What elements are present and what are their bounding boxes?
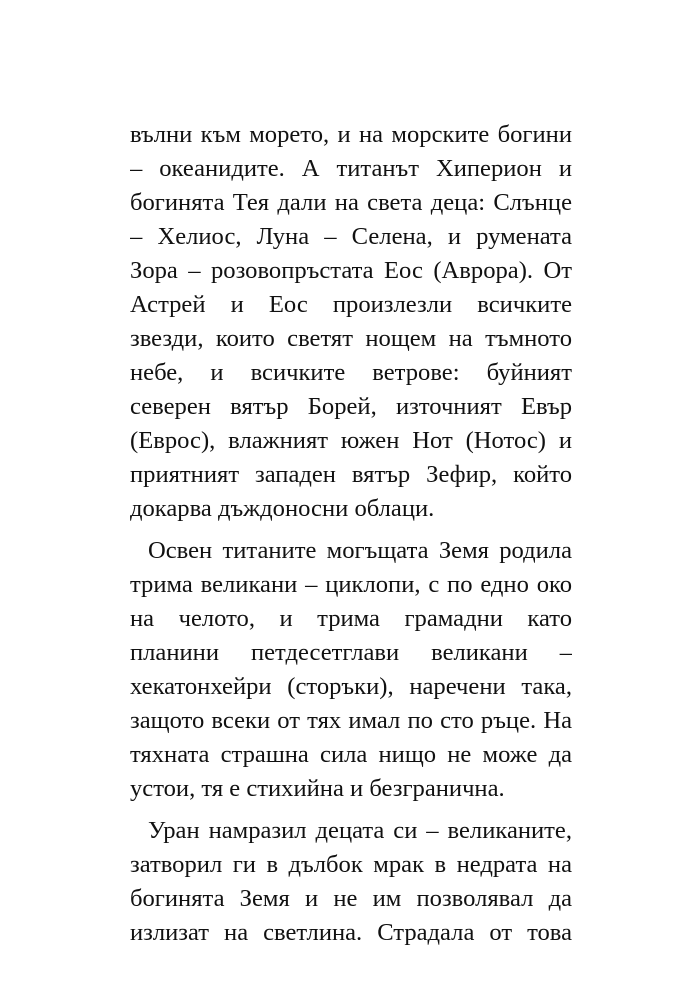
text-line: Астрей и Еос произлезли всичките	[130, 291, 572, 318]
text-line: на челото, и трима грамадни като	[130, 605, 572, 632]
text-line: хекатонхейри (сторъки), наречени така,	[130, 673, 572, 700]
text-line: устои, тя е стихийна и безгранична.	[130, 775, 505, 802]
text-line: планини петдесетглави великани –	[130, 639, 572, 666]
page-text	[130, 118, 572, 958]
text-line: вълни към морето, и на морските богини	[130, 121, 572, 148]
text-line: трима великани – циклопи, с по едно око	[130, 571, 572, 598]
text-line: богинята Земя и не им позволявал да	[130, 885, 572, 912]
text-line: докарва дъждоносни облаци.	[130, 495, 435, 522]
text-line: тяхната страшна сила нищо не може да	[130, 741, 572, 768]
text-line: небе, и всичките ветрове: буйният	[130, 359, 572, 386]
text-line: (Еврос), влажният южен Нот (Нотос) и	[130, 427, 572, 454]
text-line: затворил ги в дълбок мрак в недрата на	[130, 851, 572, 878]
text-line: северен вятър Борей, източният Евър	[130, 393, 572, 420]
text-line: излизат на светлина. Страдала от това	[130, 919, 572, 946]
text-line: Зора – розовопръстата Еос (Аврора). От	[130, 257, 572, 284]
text-line: – Хелиос, Луна – Селена, и румената	[130, 223, 572, 250]
text-line: звезди, които светят нощем на тъмното	[130, 325, 572, 352]
paragraph-3	[130, 814, 572, 950]
paragraph-1	[130, 118, 572, 526]
paragraph-2	[130, 534, 572, 806]
text-line: приятният западен вятър Зефир, който	[130, 461, 572, 488]
text-line: Уран намразил децата си – великаните,	[148, 817, 572, 844]
text-line: защото всеки от тях имал по сто ръце. На	[130, 707, 572, 734]
text-line: Освен титаните могъщата Земя родила	[148, 537, 572, 564]
text-line: богинята Тея дали на света деца: Слънце	[130, 189, 572, 216]
text-line: – океанидите. А титанът Хиперион и	[130, 155, 572, 182]
